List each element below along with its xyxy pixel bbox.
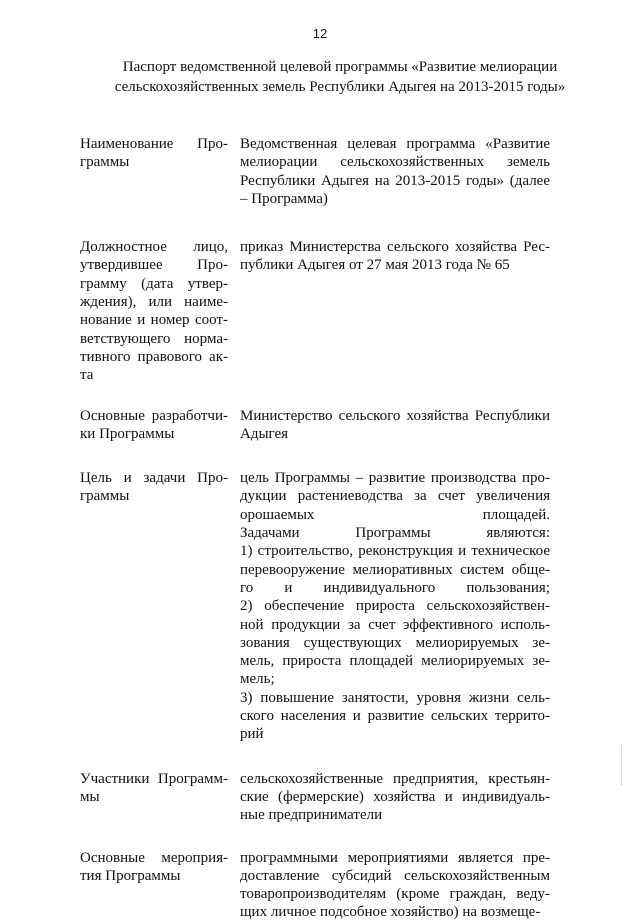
value-line: мель; — [240, 671, 275, 688]
label-line: грамму (дата утвер- — [80, 275, 228, 292]
value-line: 1) строительство, реконструкция и техническое — [240, 543, 550, 560]
value-line: дукции растениеводства за счет увеличения — [240, 488, 550, 505]
value-line: Министерство сельского хозяйства Республики — [240, 407, 550, 424]
value-line: – Программа) — [240, 190, 328, 207]
label-line: тивного правового ак- — [80, 348, 228, 365]
value-line: зования существующих мелиорируемых зе- — [240, 634, 550, 651]
label-line: ждения), или наиме- — [80, 294, 228, 311]
value-line: программными мероприятиями является пре- — [240, 849, 550, 866]
title-line: Паспорт ведомственной целевой программы «Развитие мелиорации — [122, 59, 558, 75]
value-line: 3) повышение занятости, уровня жизни сель- — [240, 689, 550, 706]
passport-row — [80, 849, 550, 922]
value-line: Адыгея — [240, 425, 289, 442]
row-value — [240, 770, 550, 825]
label-line: ки Программы — [80, 425, 175, 442]
value-line: го и индивидуального пользования; — [240, 579, 550, 596]
row-value — [240, 238, 550, 384]
value-line: ной продукции за счет эффективного исполь- — [240, 616, 550, 633]
row-label — [80, 238, 228, 384]
label-line: Наименование Про- — [80, 136, 228, 152]
value-line: публики Адыгея от 27 мая 2013 года № 65 — [240, 257, 510, 274]
value-line: Республики Адыгея на 2013-2015 годы» (далее — [240, 172, 550, 189]
passport-row — [80, 407, 550, 444]
row-value — [240, 849, 550, 922]
value-line: перевооружение мелиоративных систем обще- — [240, 561, 550, 578]
passport-row — [80, 469, 550, 743]
value-line: Задачами Программы являются: — [240, 525, 550, 542]
row-label — [80, 849, 228, 922]
value-line: ские (фермерские) хозяйства и индивидуаль- — [240, 788, 550, 805]
value-line: 2) обеспечение прироста сельскохозяйствен- — [240, 598, 550, 615]
label-line: Должностное лицо, — [80, 239, 228, 256]
scan-artifact — [618, 745, 622, 785]
row-label — [80, 469, 228, 743]
label-line: граммы — [80, 488, 130, 505]
passport-row — [80, 770, 550, 825]
row-value — [240, 407, 550, 444]
value-line: приказ Министерства сельского хозяйства Рес- — [240, 239, 550, 256]
label-line: тия Программы — [80, 867, 181, 884]
label-line: Основные разработчи- — [80, 407, 228, 424]
value-line: доставление субсидий сельскохозяйственным — [240, 867, 550, 884]
title-line: сельскохозяйственных земель Республики Адыгея на 2013-2015 годы» — [114, 79, 566, 95]
row-value — [240, 135, 550, 208]
row-label — [80, 770, 228, 825]
value-line: товаропроизводителям (кроме граждан, веду- — [240, 886, 550, 903]
passport-table — [80, 111, 550, 922]
value-line: ского населения и развитие сельских террито- — [240, 708, 550, 725]
row-label — [80, 135, 228, 208]
value-line: цель Программы – развитие производства про- — [240, 470, 550, 487]
value-line: орошаемых площадей. — [240, 506, 550, 523]
label-line: утвердившее Про- — [80, 257, 228, 274]
value-line: ные предприниматели — [240, 807, 383, 824]
row-value — [240, 469, 550, 743]
label-line: граммы — [80, 154, 130, 171]
value-line: мелиорации сельскохозяйственных земель — [240, 154, 550, 171]
value-line: рий — [240, 726, 264, 743]
label-line: мы — [80, 788, 100, 805]
label-line: та — [80, 367, 94, 384]
row-label — [80, 407, 228, 444]
label-line: Основные мероприя- — [80, 849, 228, 866]
label-line: Цель и задачи Про- — [80, 470, 228, 487]
value-line: щих личное подсобное хозяйство) на возмеще- — [240, 904, 541, 921]
label-line: ветствующего норма- — [80, 330, 228, 347]
value-line: сельскохозяйственные предприятия, крестьян- — [240, 770, 550, 787]
document-title — [60, 57, 620, 97]
passport-row — [80, 238, 550, 384]
value-line: мель, прироста площадей мелиорируемых зе- — [240, 653, 550, 670]
passport-row — [80, 135, 550, 208]
label-line: Участники Программ- — [80, 770, 228, 787]
label-line: нование и номер соот- — [80, 312, 228, 329]
page-number: 12 — [312, 26, 328, 41]
value-line: Ведомственная целевая программа «Развитие — [240, 136, 550, 152]
